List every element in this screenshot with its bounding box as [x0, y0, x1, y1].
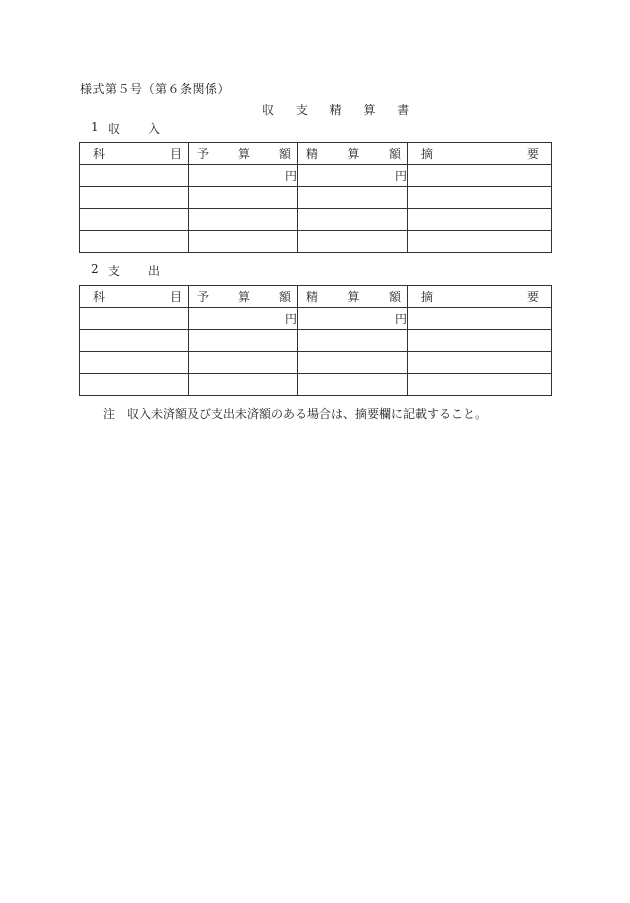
footnote	[103, 405, 487, 422]
table-cell[interactable]	[408, 165, 552, 187]
table-row	[80, 187, 552, 209]
unit-label: 円	[394, 169, 407, 183]
section-heading-char: 収	[108, 122, 121, 136]
header-char: 精	[306, 290, 319, 304]
table-cell[interactable]	[80, 187, 189, 209]
table-cell[interactable]	[80, 352, 189, 374]
column-header-remarks	[408, 286, 552, 308]
table-cell[interactable]	[298, 187, 408, 209]
table-row	[80, 330, 552, 352]
table-cell[interactable]	[408, 330, 552, 352]
table-header-row	[80, 143, 552, 165]
table-cell[interactable]	[80, 209, 189, 231]
table-cell[interactable]	[298, 165, 408, 187]
table-cell[interactable]	[189, 330, 298, 352]
unit-label: 円	[394, 312, 407, 326]
table-cell[interactable]	[189, 352, 298, 374]
footnote-text: 収入未済額及び支出未済額のある場合は、摘要欄に記載すること。	[127, 407, 488, 421]
column-header-item	[80, 286, 189, 308]
table-cell[interactable]	[80, 374, 189, 396]
table-cell[interactable]	[80, 231, 189, 253]
table-cell[interactable]	[80, 165, 189, 187]
section-heading-char: 出	[148, 264, 161, 278]
table-row	[80, 231, 552, 253]
header-char: 要	[526, 290, 539, 304]
table-cell[interactable]	[189, 308, 298, 330]
section-number: 2	[91, 262, 99, 276]
table-cell[interactable]	[189, 231, 298, 253]
header-char: 額	[388, 147, 401, 161]
table-cell[interactable]	[80, 308, 189, 330]
document-title: 収 支 精 算 書	[262, 103, 419, 117]
table-row	[80, 308, 552, 330]
table-cell[interactable]	[408, 352, 552, 374]
header-char: 額	[278, 147, 291, 161]
header-char: 算	[237, 147, 250, 161]
header-char: 算	[347, 290, 360, 304]
table-cell[interactable]	[408, 231, 552, 253]
section-heading-income	[91, 120, 160, 137]
header-char: 要	[526, 147, 539, 161]
table-row	[80, 352, 552, 374]
table-cell[interactable]	[189, 187, 298, 209]
table-cell[interactable]	[189, 209, 298, 231]
header-char: 精	[306, 147, 319, 161]
header-char: 摘	[421, 147, 434, 161]
form-number: 様式第５号（第６条関係）	[80, 82, 231, 96]
section-number: 1	[91, 120, 99, 134]
header-char: 額	[278, 290, 291, 304]
table-cell[interactable]	[189, 374, 298, 396]
table-cell[interactable]	[298, 209, 408, 231]
income-table	[79, 142, 552, 253]
table-cell[interactable]	[80, 330, 189, 352]
table-header-row	[80, 286, 552, 308]
table-row	[80, 209, 552, 231]
header-char: 目	[169, 147, 182, 161]
table-cell[interactable]	[298, 231, 408, 253]
header-char: 額	[388, 290, 401, 304]
table-cell[interactable]	[408, 209, 552, 231]
column-header-settled	[298, 286, 408, 308]
table-cell[interactable]	[298, 374, 408, 396]
table-cell[interactable]	[298, 330, 408, 352]
table-cell[interactable]	[189, 165, 298, 187]
header-char: 算	[347, 147, 360, 161]
header-char: 予	[197, 290, 210, 304]
table-cell[interactable]	[408, 187, 552, 209]
header-char: 摘	[421, 290, 434, 304]
column-header-budget	[189, 143, 298, 165]
column-header-budget	[189, 286, 298, 308]
expenditure-table	[79, 285, 552, 396]
column-header-remarks	[408, 143, 552, 165]
header-char: 算	[237, 290, 250, 304]
header-char: 科	[93, 147, 106, 161]
unit-label: 円	[284, 312, 297, 326]
header-char: 予	[197, 147, 210, 161]
footnote-label: 注	[103, 407, 116, 421]
table-cell[interactable]	[298, 308, 408, 330]
table-cell[interactable]	[408, 308, 552, 330]
section-heading-expenditure	[91, 262, 160, 279]
column-header-item	[80, 143, 189, 165]
table-cell[interactable]	[298, 352, 408, 374]
header-char: 目	[169, 290, 182, 304]
unit-label: 円	[284, 169, 297, 183]
table-row	[80, 374, 552, 396]
column-header-settled	[298, 143, 408, 165]
table-cell[interactable]	[408, 374, 552, 396]
section-heading-char: 支	[108, 264, 121, 278]
section-heading-char: 入	[148, 122, 161, 136]
header-char: 科	[93, 290, 106, 304]
table-row	[80, 165, 552, 187]
